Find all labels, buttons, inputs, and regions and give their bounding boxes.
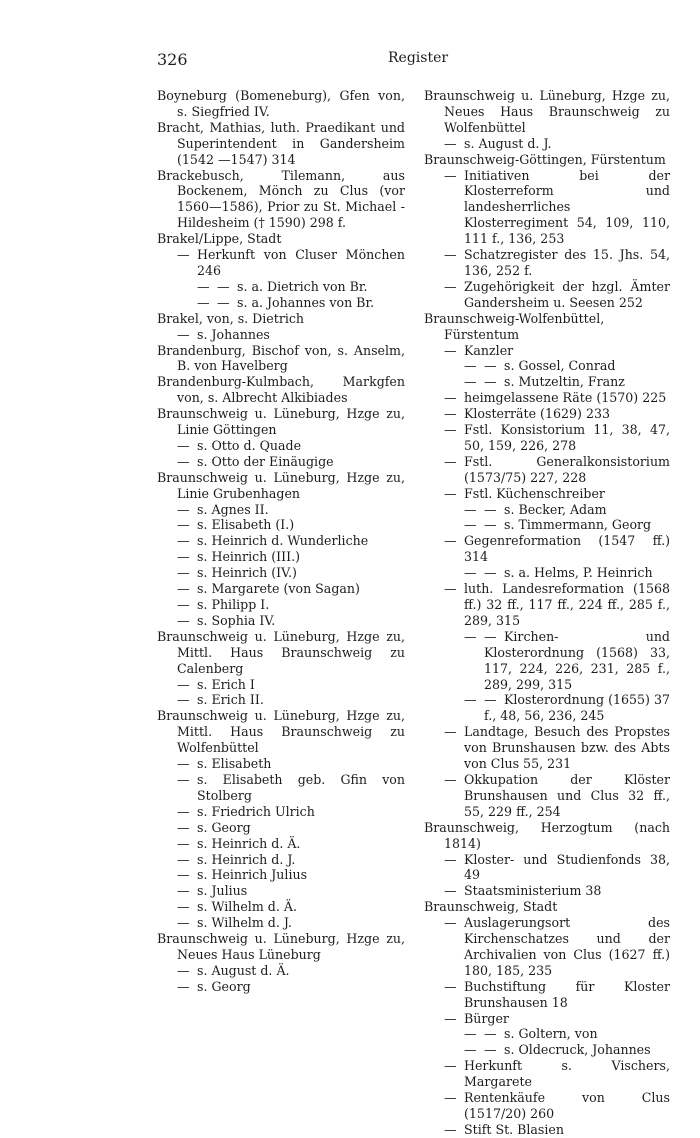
entry-dash: —: [464, 565, 477, 581]
index-entry: [424, 1011, 670, 1027]
index-entry: [157, 597, 405, 613]
entry-dash: —: [197, 278, 210, 294]
index-entry-text: Stift St. Blasien: [464, 1121, 564, 1137]
index-entry: [424, 517, 670, 533]
index-entry: [157, 692, 405, 708]
entry-dash: —: [444, 278, 457, 294]
entry-dash: —: [177, 565, 190, 581]
index-entry: [424, 772, 670, 820]
index-entry-text: s. August d. Ä.: [197, 962, 290, 978]
index-entry-text: Bracht, Mathias, luth. Praedikant und Superintendent in Gandersheim (1542 —1547) 314: [157, 119, 405, 167]
index-entry-text: s. Elisabeth geb. Gfin von Stolberg: [197, 771, 405, 803]
index-entry-text: s. Friedrich Ulrich: [197, 803, 315, 819]
entry-dash: —: [177, 517, 190, 533]
index-entry: [157, 247, 405, 279]
entry-dash: —: [464, 692, 477, 708]
index-entry: [157, 470, 405, 502]
index-entry-text: s. Timmermann, Georg: [504, 517, 652, 533]
running-head: Register: [388, 50, 449, 66]
index-entry-text: s. Heinrich (III.): [197, 549, 301, 565]
entry-dash: —: [444, 724, 457, 740]
index-entry: [157, 343, 405, 375]
entry-dash: —: [177, 692, 190, 708]
index-entry-text: s. Erich II.: [197, 692, 264, 708]
entry-dash: —: [464, 628, 477, 644]
entry-dash: —: [177, 676, 190, 692]
entry-dash: —: [177, 771, 190, 787]
index-entry-text: Buchstiftung für Kloster Brunshausen 18: [464, 978, 670, 1010]
entry-dash: —: [444, 485, 457, 501]
entry-dash: —: [217, 294, 230, 310]
entry-dash: —: [484, 358, 497, 374]
entry-dash: —: [177, 756, 190, 772]
index-entry-text: s. Heinrich d. Wunderliche: [197, 533, 369, 549]
index-entry-text: Klosterräte (1629) 233: [464, 406, 610, 422]
index-entry: [424, 486, 670, 502]
index-entry: [157, 374, 405, 406]
index-entry: [424, 422, 670, 454]
index-entry: [424, 820, 670, 852]
index-entry-text: Braunschweig u. Lüneburg, Hzge zu, Mittl. Haus Braunschweig zu Calenberg: [157, 628, 405, 676]
index-entry-text: Initiativen bei der Klosterreform und landesherrliches Klosterregiment 54, 109, 110, 111 f., 136, 253: [464, 167, 670, 247]
entry-dash: —: [484, 501, 497, 517]
entry-dash: —: [444, 533, 457, 549]
entry-dash: —: [484, 1042, 497, 1058]
index-entry-text: heimgelassene Räte (1570) 225: [464, 390, 667, 406]
index-entry-text: s. Otto d. Quade: [197, 437, 302, 453]
index-column-right: [424, 88, 670, 1138]
index-entry: [157, 979, 405, 995]
index-entry: [424, 136, 670, 152]
index-entry: [157, 915, 405, 931]
index-entry: [157, 931, 405, 963]
index-entry: [157, 517, 405, 533]
index-entry-text: Brackebusch, Tilemann, aus Bockenem, Mönch zu Clus (vor 1560—1586), Prior zu St. Michael - Hildesheim († 1590) 298 f.: [157, 167, 405, 231]
entry-dash: —: [444, 1010, 457, 1026]
entry-dash: —: [444, 390, 457, 406]
index-entry: [157, 867, 405, 883]
entry-dash: —: [177, 867, 190, 883]
index-entry-text: s. Mutzeltin, Franz: [504, 374, 625, 390]
index-entry: [157, 168, 405, 232]
index-entry-text: s. Gossel, Conrad: [504, 358, 616, 374]
entry-dash: —: [444, 135, 457, 151]
entry-dash: —: [484, 1026, 497, 1042]
entry-dash: —: [484, 517, 497, 533]
index-entry: [424, 915, 670, 979]
entry-dash: —: [177, 915, 190, 931]
index-entry-text: s. Wilhelm d. Ä.: [197, 899, 297, 915]
entry-dash: —: [464, 501, 477, 517]
index-entry-text: Zugehörigkeit der hzgl. Ämter Gandersheim u. Seesen 252: [464, 278, 670, 310]
index-entry: [424, 533, 670, 565]
index-entry-text: Kloster- und Studienfonds 38, 49: [464, 851, 670, 883]
entry-dash: —: [177, 533, 190, 549]
entry-dash: —: [177, 612, 190, 628]
index-entry: [424, 358, 670, 374]
entry-dash: —: [464, 358, 477, 374]
index-entry-text: Auslagerungsort des Kirchenschatzes und der Archivalien von Clus (1627 ff.) 180, 185, 235: [464, 915, 670, 978]
index-entry: [157, 677, 405, 693]
index-entry: [424, 1090, 670, 1122]
index-entry-text: Boyneburg (Bomeneburg), Gfen von, s. Siegfried IV.: [157, 88, 405, 119]
index-entry: [424, 899, 670, 915]
index-entry: [157, 438, 405, 454]
entry-dash: —: [177, 549, 190, 565]
index-entry-text: Braunschweig, Herzogtum (nach 1814): [424, 819, 670, 851]
entry-dash: —: [444, 978, 457, 994]
entry-dash: —: [177, 835, 190, 851]
index-entry-text: Herkunft s. Vischers, Margarete: [464, 1058, 670, 1090]
index-entry: [157, 963, 405, 979]
index-entry-text: Braunschweig, Stadt: [424, 899, 558, 915]
entry-dash: —: [444, 771, 457, 787]
index-entry: [424, 247, 670, 279]
index-entry: [157, 565, 405, 581]
index-entry: [157, 820, 405, 836]
index-entry: [424, 692, 670, 724]
index-entry-text: s. Heinrich Julius: [197, 867, 308, 883]
index-entry-text: s. Elisabeth: [197, 756, 272, 772]
index-entry: [157, 852, 405, 868]
index-entry-text: s. a. Helms, P. Heinrich: [504, 565, 653, 581]
index-entry: [424, 1042, 670, 1058]
index-entry: [157, 311, 405, 327]
index-entry: [424, 724, 670, 772]
entry-dash: —: [177, 453, 190, 469]
index-entry: [424, 1026, 670, 1042]
index-entry-text: Fstl. Konsistorium 11, 38, 47, 50, 159, 226, 278: [464, 422, 670, 453]
index-entry-text: s. a. Dietrich von Br.: [237, 278, 368, 294]
index-entry-text: Okkupation der Klöster Brunshausen und Clus 32 ff., 55, 229 ff., 254: [464, 771, 670, 819]
index-entry: [424, 502, 670, 518]
entry-dash: —: [177, 978, 190, 994]
index-entry: [424, 565, 670, 581]
entry-dash: —: [177, 819, 190, 835]
index-entry-text: s. Goltern, von: [504, 1026, 598, 1042]
entry-dash: —: [444, 1058, 457, 1074]
entry-dash: —: [177, 962, 190, 978]
entry-dash: —: [177, 247, 190, 263]
entry-dash: —: [177, 851, 190, 867]
index-entry-text: Klosterordnung (1655) 37 f., 48, 56, 236, 245: [484, 692, 670, 724]
index-entry: [157, 804, 405, 820]
index-entry: [157, 231, 405, 247]
index-entry: [424, 852, 670, 884]
index-entry: [157, 836, 405, 852]
index-entry-text: Braunschweig-Göttingen, Fürstentum: [424, 151, 666, 167]
index-entry: [424, 406, 670, 422]
index-entry-text: Kirchen- und Klosterordnung (1568) 33, 117, 224, 226, 231, 285 f., 289, 299, 315: [484, 628, 670, 692]
index-entry-text: s. a. Johannes von Br.: [237, 294, 375, 310]
entry-dash: —: [484, 628, 497, 644]
entry-dash: —: [444, 167, 457, 183]
index-entry-text: Landtage, Besuch des Propstes von Brunshausen bzw. des Abts von Clus 55, 231: [464, 724, 670, 772]
index-entry: [157, 295, 405, 311]
entry-dash: —: [464, 517, 477, 533]
index-entry-text: Schatzregister des 15. Jhs. 54, 136, 252 f.: [464, 247, 670, 278]
entry-dash: —: [217, 278, 230, 294]
index-entry-text: Fstl. Küchenschreiber: [464, 485, 605, 501]
index-entry-text: s. Georg: [197, 978, 251, 994]
entry-dash: —: [444, 247, 457, 263]
index-entry: [157, 883, 405, 899]
index-entry-text: Gegenreformation (1547 ff.) 314: [464, 533, 670, 565]
index-entry-text: Bürger: [464, 1010, 509, 1026]
index-entry: [157, 756, 405, 772]
entry-dash: —: [177, 803, 190, 819]
index-entry: [424, 454, 670, 486]
index-entry: [157, 708, 405, 756]
entry-dash: —: [444, 851, 457, 867]
index-entry-text: s. Margarete (von Sagan): [197, 581, 360, 597]
index-entry: [157, 120, 405, 168]
index-entry-text: s. Wilhelm d. J.: [197, 915, 292, 931]
entry-dash: —: [484, 692, 497, 708]
entry-dash: —: [177, 501, 190, 517]
index-entry: [424, 979, 670, 1011]
page-number: 326: [157, 50, 188, 69]
entry-dash: —: [177, 597, 190, 612]
index-entry-text: s. Georg: [197, 819, 251, 835]
index-entry-text: Brandenburg, Bischof von, s. Anselm, B. von Havelberg: [157, 342, 405, 374]
index-entry-text: s. Heinrich d. Ä.: [197, 835, 301, 851]
index-entry-text: Brakel/Lippe, Stadt: [157, 231, 282, 247]
entry-dash: —: [444, 883, 457, 899]
index-entry-text: luth. Landesreformation (1568 ff.) 32 ff., 117 ff., 224 ff., 285 f., 289, 315: [464, 581, 670, 628]
index-entry: [157, 406, 405, 438]
index-entry: [157, 629, 405, 677]
entry-dash: —: [444, 915, 457, 931]
entry-dash: —: [177, 437, 190, 453]
entry-dash: —: [484, 565, 497, 581]
index-entry-text: Braunschweig u. Lüneburg, Hzge zu, Linie Grubenhagen: [157, 469, 405, 501]
index-entry-text: Braunschweig u. Lüneburg, Hzge zu, Neues Haus Lüneburg: [157, 931, 405, 962]
index-entry: [157, 613, 405, 629]
entry-dash: —: [197, 294, 210, 310]
index-entry-text: s. Agnes II.: [197, 501, 269, 517]
index-entry: [424, 279, 670, 311]
index-column-left: [157, 88, 405, 995]
index-entry-text: s. Erich I: [197, 676, 255, 692]
index-entry-text: s. Oldecruck, Johannes: [504, 1042, 651, 1058]
entry-dash: —: [444, 342, 457, 358]
entry-dash: —: [444, 581, 457, 597]
index-entry-text: Braunschweig-Wolfenbüttel, Fürstentum: [424, 310, 605, 342]
entry-dash: —: [444, 1090, 457, 1106]
entry-dash: —: [177, 883, 190, 899]
index-entry-text: Rentenkäufe von Clus (1517/20) 260: [464, 1090, 670, 1121]
index-entry: [424, 88, 670, 136]
entry-dash: —: [464, 1026, 477, 1042]
entry-dash: —: [177, 581, 190, 597]
index-entry: [424, 168, 670, 248]
index-entry: [157, 549, 405, 565]
entry-dash: —: [444, 422, 457, 438]
index-entry: [424, 629, 670, 693]
index-entry-text: Brakel, von, s. Dietrich: [157, 310, 305, 326]
index-entry: [157, 533, 405, 549]
index-entry: [157, 454, 405, 470]
index-entry-text: s. Becker, Adam: [504, 501, 607, 517]
index-entry: [157, 327, 405, 343]
index-entry: [424, 883, 670, 899]
entry-dash: —: [484, 374, 497, 390]
index-entry: [157, 581, 405, 597]
index-entry-text: s. Philipp I.: [197, 597, 270, 612]
index-entry-text: Brandenburg-Kulmbach, Markgfen von, s. Albrecht Alkibiades: [157, 374, 405, 406]
index-entry: [157, 772, 405, 804]
index-entry: [424, 311, 670, 343]
index-entry-text: Kanzler: [464, 342, 514, 358]
index-entry: [157, 88, 405, 120]
index-entry: [157, 279, 405, 295]
index-entry-text: s. Johannes: [197, 326, 270, 342]
index-entry-text: s. Heinrich d. J.: [197, 851, 296, 867]
index-entry: [157, 899, 405, 915]
index-entry-text: Fstl. Generalkonsistorium (1573/75) 227, 228: [464, 453, 670, 485]
entry-dash: —: [444, 406, 457, 422]
index-entry: [424, 390, 670, 406]
index-entry: [424, 152, 670, 168]
index-entry: [424, 343, 670, 359]
index-entry-text: Braunschweig u. Lüneburg, Hzge zu, Mittl. Haus Braunschweig zu Wolfenbüttel: [157, 708, 405, 756]
index-entry: [424, 581, 670, 629]
index-entry-text: s. Julius: [197, 883, 248, 899]
entry-dash: —: [177, 326, 190, 342]
index-entry-text: Braunschweig u. Lüneburg, Hzge zu, Neues Haus Braunschweig zu Wolfenbüttel: [424, 88, 670, 135]
entry-dash: —: [464, 1042, 477, 1058]
index-entry: [424, 1122, 670, 1138]
entry-dash: —: [464, 374, 477, 390]
index-entry-text: s. Heinrich (IV.): [197, 565, 297, 581]
index-entry-text: s. Elisabeth (I.): [197, 517, 295, 533]
index-entry-text: Staatsministerium 38: [464, 883, 602, 899]
index-entry: [157, 502, 405, 518]
index-entry-text: Braunschweig u. Lüneburg, Hzge zu, Linie Göttingen: [157, 406, 405, 438]
index-entry: [424, 374, 670, 390]
index-entry-text: Herkunft von Cluser Mönchen 246: [197, 247, 405, 278]
index-entry-text: s. Sophia IV.: [197, 612, 276, 628]
index-entry-text: s. Otto der Einäugige: [197, 453, 334, 469]
index-entry: [424, 1058, 670, 1090]
entry-dash: —: [444, 1121, 457, 1137]
entry-dash: —: [444, 453, 457, 469]
index-entry-text: s. August d. J.: [464, 135, 552, 151]
entry-dash: —: [177, 899, 190, 915]
